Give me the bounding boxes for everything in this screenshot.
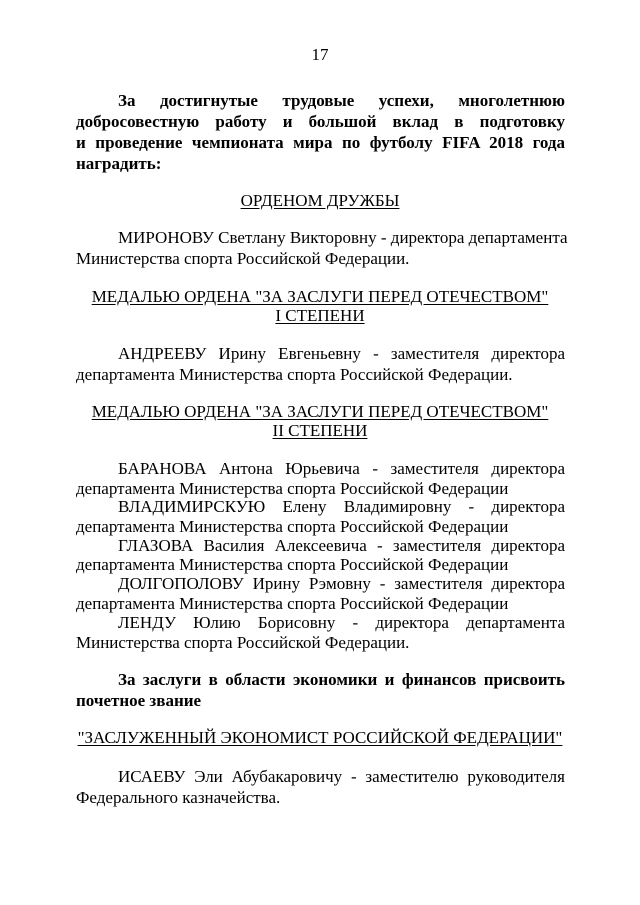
- award-entry-line: департамента Министерства спорта Российской Федерации: [76, 555, 509, 574]
- section-heading-friendship-order: [0, 191, 640, 210]
- section-heading-text: I СТЕПЕНИ: [275, 306, 365, 325]
- section-heading-text: II СТЕПЕНИ: [272, 421, 368, 440]
- economics-line-2: почетное звание: [76, 691, 202, 710]
- intro-line-1: За достигнутые трудовые успехи, многолетнюю: [118, 91, 565, 110]
- award-entry-line: департамента Министерства спорта Российской Федерации: [76, 594, 509, 613]
- section-heading-text: "ЗАСЛУЖЕННЫЙ ЭКОНОМИСТ РОССИЙСКОЙ ФЕДЕРАЦИИ": [77, 728, 563, 747]
- award-entry-line: департамента Министерства спорта Российской Федерации: [76, 517, 509, 536]
- award-entry-line: ИСАЕВУ Эли Абубакаровичу - заместителю руководителя: [118, 767, 565, 786]
- section-heading-text: ОРДЕНОМ ДРУЖБЫ: [240, 191, 400, 210]
- section-heading-honored-economist: [0, 728, 640, 747]
- award-entry-line: Министерства спорта Российской Федерации.: [76, 249, 410, 268]
- economics-line-1: За заслуги в области экономики и финансов присвоить: [118, 670, 565, 689]
- section-heading-medal-2-degree: [0, 421, 640, 440]
- section-heading-text: МЕДАЛЬЮ ОРДЕНА "ЗА ЗАСЛУГИ ПЕРЕД ОТЕЧЕСТВОМ": [91, 402, 549, 421]
- award-entry-line: БАРАНОВА Антона Юрьевича - заместителя директора: [118, 459, 565, 478]
- award-entry-line: ВЛАДИМИРСКУЮ Елену Владимировну - директора: [118, 497, 565, 516]
- section-heading-medal-2: [0, 402, 640, 421]
- intro-line-2: добросовестную работу и большой вклад в подготовку: [76, 112, 565, 131]
- award-entry-line: ДОЛГОПОЛОВУ Ирину Рэмовну - заместителя директора: [118, 574, 565, 593]
- section-heading-medal-1: [0, 287, 640, 306]
- award-entry-line: департамента Министерства спорта Российской Федерации.: [76, 365, 513, 384]
- award-entry-line: АНДРЕЕВУ Ирину Евгеньевну - заместителя директора: [118, 344, 565, 363]
- intro-line-3: и проведение чемпионата мира по футболу FIFA 2018 года: [76, 133, 565, 152]
- section-heading-medal-1-degree: [0, 306, 640, 325]
- award-entry-line: ГЛАЗОВА Василия Алексеевича - заместителя директора: [118, 536, 565, 555]
- award-entry-line: департамента Министерства спорта Российской Федерации: [76, 479, 509, 498]
- award-entry-line: МИРОНОВУ Светлану Викторовну - директора департамента: [118, 228, 568, 247]
- award-entry-line: Федерального казначейства.: [76, 788, 281, 807]
- intro-line-4: наградить:: [76, 154, 162, 173]
- award-entry-line: ЛЕНДУ Юлию Борисовну - директора департамента: [118, 613, 565, 632]
- section-heading-text: МЕДАЛЬЮ ОРДЕНА "ЗА ЗАСЛУГИ ПЕРЕД ОТЕЧЕСТВОМ": [91, 287, 549, 306]
- page-number: 17: [311, 45, 329, 64]
- award-entry-line: Министерства спорта Российской Федерации.: [76, 633, 410, 652]
